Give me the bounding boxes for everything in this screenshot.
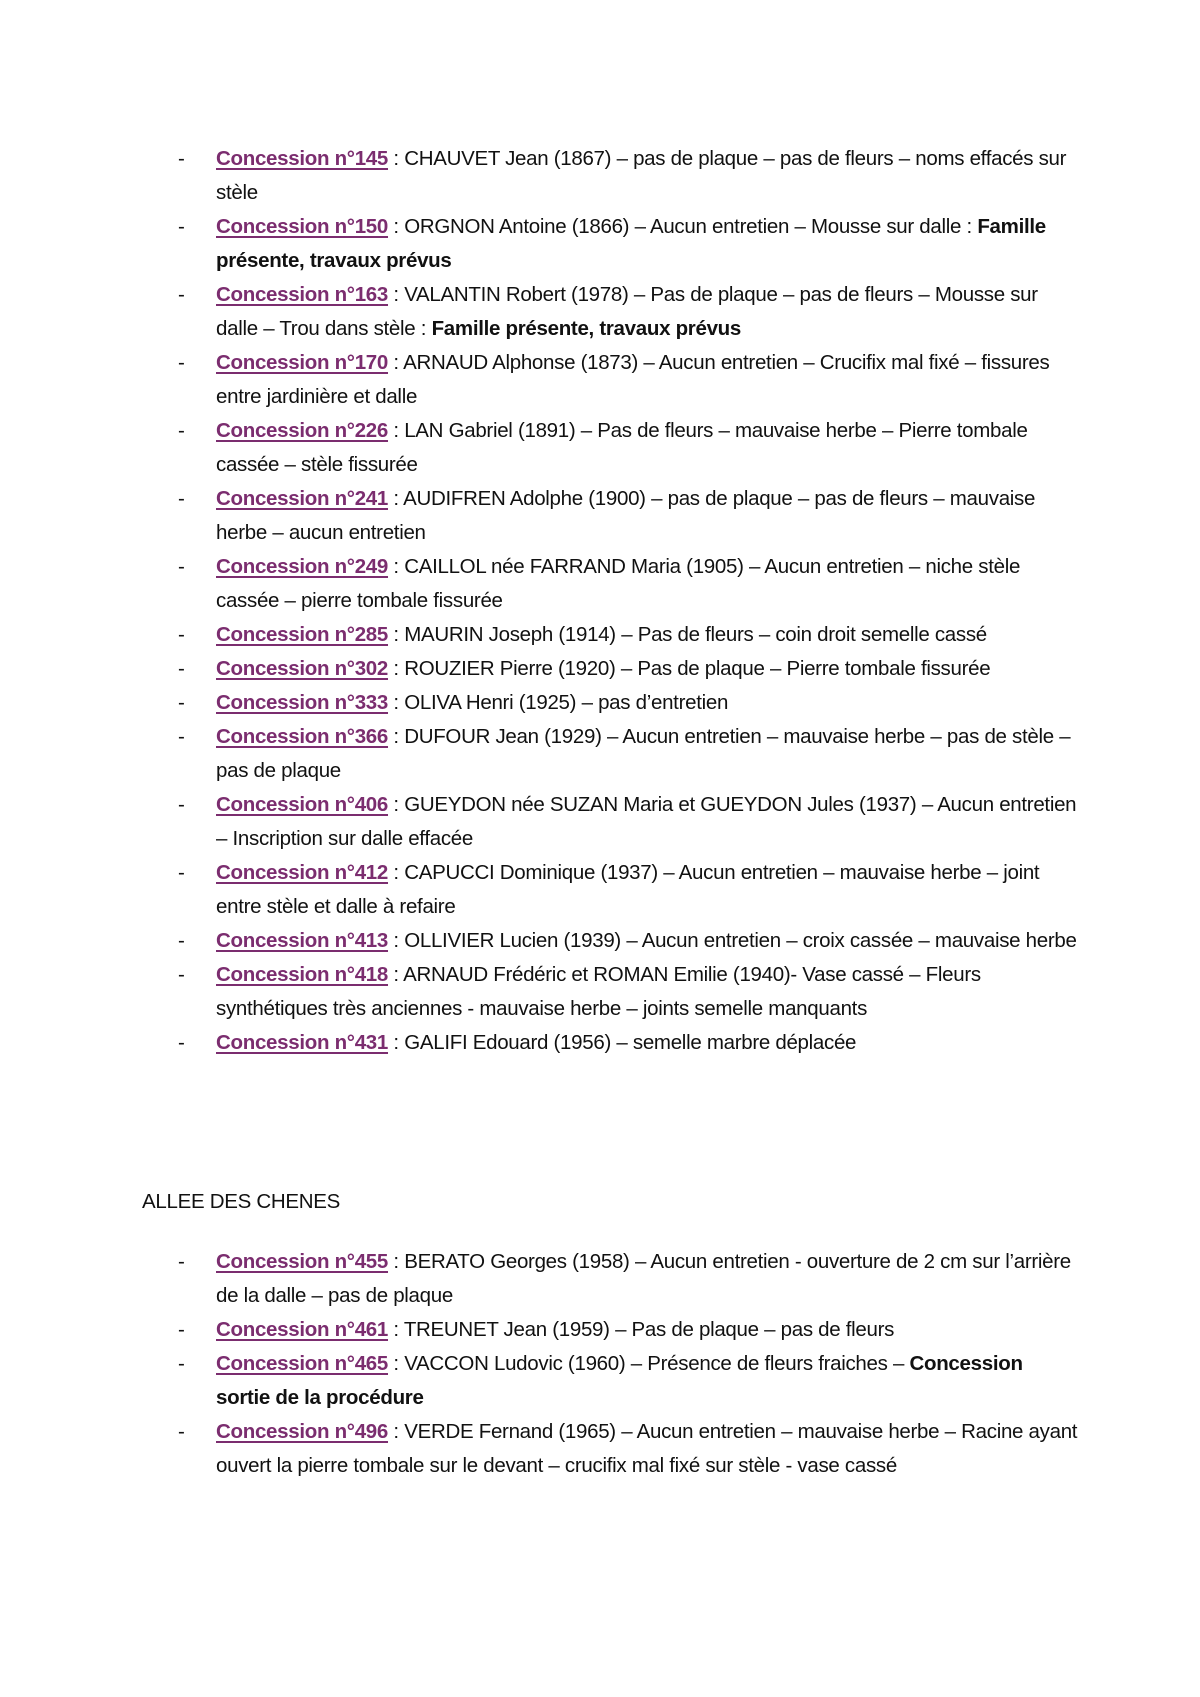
concession-link[interactable]: Concession n°170 (216, 351, 389, 374)
list-dash: - (178, 963, 185, 986)
list-dash: - (178, 861, 185, 884)
list-item (178, 482, 1078, 550)
concession-link[interactable]: Concession n°241 (216, 487, 389, 510)
item-text: : ROUZIER Pierre (1920) – Pas de plaque – Pierre tombale fissurée (388, 657, 991, 680)
item-text: : MAURIN Joseph (1914) – Pas de fleurs – coin droit semelle cassé (388, 623, 987, 646)
list-dash: - (178, 929, 185, 952)
concession-link[interactable]: Concession n°226 (216, 419, 389, 442)
list-item (178, 652, 1078, 686)
item-text: : ORGNON Antoine (1866) – Aucun entretien – Mousse sur dalle : (388, 215, 978, 238)
item-text: : VERDE Fernand (1965) – Aucun entretien – mauvaise herbe – Racine ayant ouvert la pierre tombale sur le devant – crucifix mal fixé sur stèle - vase cassé (216, 1420, 1078, 1477)
list-item (178, 1245, 1078, 1313)
item-bold-note: Concession sortie de la procédure (216, 1352, 1023, 1409)
item-text: : LAN Gabriel (1891) – Pas de fleurs – mauvaise herbe – Pierre tombale cassée – stèle fissurée (216, 419, 1028, 476)
list-item (178, 924, 1078, 958)
concession-list-1 (178, 142, 1078, 1060)
concession-link[interactable]: Concession n°145 (216, 147, 389, 170)
item-text: : GALIFI Edouard (1956) – semelle marbre déplacée (388, 1031, 857, 1054)
item-bold-note: Famille présente, travaux prévus (431, 317, 741, 340)
item-text: : GUEYDON née SUZAN Maria et GUEYDON Jules (1937) – Aucun entretien – Inscription sur dalle effacée (216, 793, 1077, 850)
list-item (178, 788, 1078, 856)
list-item (178, 856, 1078, 924)
list-item (178, 720, 1078, 788)
list-item (178, 618, 1078, 652)
item-text: : AUDIFREN Adolphe (1900) – pas de plaque – pas de fleurs – mauvaise herbe – aucun entretien (216, 487, 1036, 544)
concession-link[interactable]: Concession n°406 (216, 793, 389, 816)
concession-link[interactable]: Concession n°285 (216, 623, 389, 646)
item-bold-note: Famille présente, travaux prévus (216, 215, 1046, 272)
item-text: : TREUNET Jean (1959) – Pas de plaque – pas de fleurs (388, 1318, 895, 1341)
concession-link[interactable]: Concession n°465 (216, 1352, 389, 1375)
concession-link[interactable]: Concession n°431 (216, 1031, 389, 1054)
concession-link[interactable]: Concession n°249 (216, 555, 389, 578)
list-dash: - (178, 793, 185, 816)
list-item (178, 958, 1078, 1026)
list-dash: - (178, 283, 185, 306)
list-item (178, 1026, 1078, 1060)
concession-link[interactable]: Concession n°163 (216, 283, 389, 306)
item-text: : BERATO Georges (1958) – Aucun entretien - ouverture de 2 cm sur l’arrière de la dalle – pas de plaque (216, 1250, 1071, 1307)
item-text: : OLIVA Henri (1925) – pas d’entretien (388, 691, 729, 714)
concession-link[interactable]: Concession n°333 (216, 691, 389, 714)
concession-list-2 (178, 1245, 1078, 1483)
list-dash: - (178, 351, 185, 374)
item-text: : CHAUVET Jean (1867) – pas de plaque – pas de fleurs – noms effacés sur stèle (216, 147, 1067, 204)
list-item (178, 1313, 1078, 1347)
item-text: : VACCON Ludovic (1960) – Présence de fleurs fraiches – (388, 1352, 910, 1375)
concession-link[interactable]: Concession n°418 (216, 963, 389, 986)
section-heading: ALLEE DES CHENES (142, 1190, 340, 1213)
concession-link[interactable]: Concession n°496 (216, 1420, 389, 1443)
list-dash: - (178, 1031, 185, 1054)
item-text: : DUFOUR Jean (1929) – Aucun entretien – mauvaise herbe – pas de stèle – pas de plaque (216, 725, 1071, 782)
list-dash: - (178, 1250, 185, 1273)
item-text: : CAPUCCI Dominique (1937) – Aucun entretien – mauvaise herbe – joint entre stèle et dalle à refaire (216, 861, 1040, 918)
list-dash: - (178, 657, 185, 680)
list-dash: - (178, 1318, 185, 1341)
list-item (178, 210, 1078, 278)
concession-link[interactable]: Concession n°302 (216, 657, 389, 680)
list-item (178, 142, 1078, 210)
concession-link[interactable]: Concession n°150 (216, 215, 389, 238)
list-dash: - (178, 1420, 185, 1443)
list-dash: - (178, 725, 185, 748)
list-dash: - (178, 419, 185, 442)
item-text: : ARNAUD Frédéric et ROMAN Emilie (1940)- Vase cassé – Fleurs synthétiques très anciennes - mauvaise herbe – joints semelle manquants (216, 963, 981, 1020)
concession-link[interactable]: Concession n°413 (216, 929, 389, 952)
item-text: : OLLIVIER Lucien (1939) – Aucun entretien – croix cassée – mauvaise herbe (388, 929, 1077, 952)
list-dash: - (178, 147, 185, 170)
list-item (178, 278, 1078, 346)
list-dash: - (178, 691, 185, 714)
concession-link[interactable]: Concession n°366 (216, 725, 389, 748)
list-item (178, 1415, 1078, 1483)
item-text: : ARNAUD Alphonse (1873) – Aucun entretien – Crucifix mal fixé – fissures entre jardinière et dalle (216, 351, 1050, 408)
list-dash: - (178, 623, 185, 646)
list-item (178, 550, 1078, 618)
list-item (178, 346, 1078, 414)
concession-link[interactable]: Concession n°412 (216, 861, 389, 884)
list-item (178, 1347, 1078, 1415)
list-dash: - (178, 555, 185, 578)
concession-link[interactable]: Concession n°455 (216, 1250, 389, 1273)
list-dash: - (178, 487, 185, 510)
item-text: : VALANTIN Robert (1978) – Pas de plaque – pas de fleurs – Mousse sur dalle – Trou dans stèle : (216, 283, 1038, 340)
item-text: : CAILLOL née FARRAND Maria (1905) – Aucun entretien – niche stèle cassée – pierre tombale fissurée (216, 555, 1021, 612)
list-item (178, 414, 1078, 482)
concession-link[interactable]: Concession n°461 (216, 1318, 389, 1341)
list-item (178, 686, 1078, 720)
list-dash: - (178, 215, 185, 238)
list-dash: - (178, 1352, 185, 1375)
